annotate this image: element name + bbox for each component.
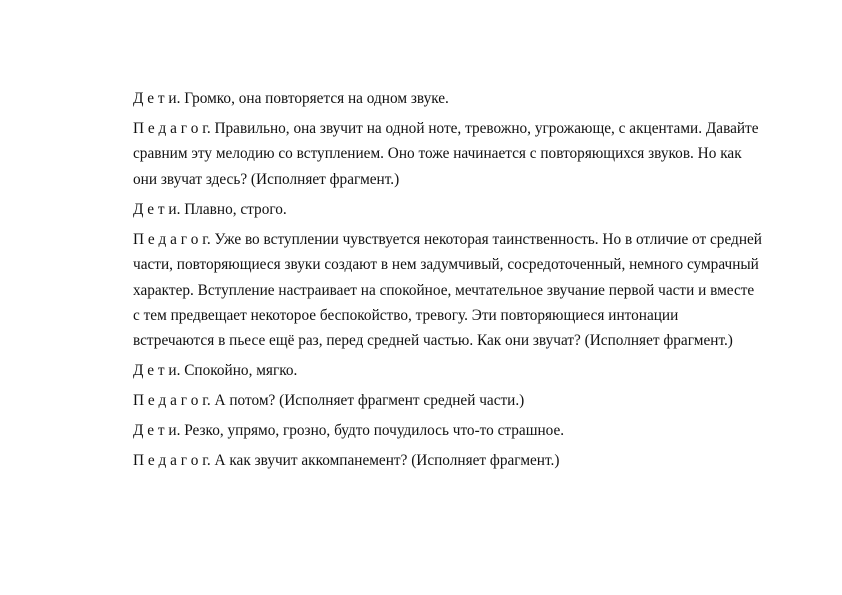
dialogue-paragraph-children: Д е т и. Резко, упрямо, грозно, будто почудилось что-то страшное.	[133, 422, 565, 440]
document-text	[133, 86, 763, 478]
dialogue-paragraph-teacher: П е д а г о г. А потом? (Исполняет фрагмент средней части.)	[133, 392, 525, 410]
dialogue-paragraph-children: Д е т и. Спокойно, мягко.	[133, 362, 298, 380]
dialogue-paragraph-children: Д е т и. Плавно, строго.	[133, 200, 287, 218]
dialogue-paragraph-children: Д е т и. Громко, она повторяется на одном звуке.	[133, 90, 449, 107]
dialogue-paragraph-teacher: П е д а г о г. А как звучит аккомпанемент? (Исполняет фрагмент.)	[133, 452, 560, 470]
dialogue-paragraph-teacher: П е д а г о г. Уже во вступлении чувствуется некоторая таинственность. Но в отличие от средней части, повторяющиеся звуки создают в нем задумчивый, сосредоточенный, немного сумрачный характер. Вступление настраивает на спокойное, мечтательное звучание первой части и вместе с тем предвещает некоторое беспокойство, тревогу. Эти повторяющиеся интонации встречаются в пьесе ещё раз, перед средней частью. Как они звучат? (Исполняет фрагмент.)	[133, 230, 762, 350]
dialogue-paragraph-teacher: П е д а г о г. Правильно, она звучит на одной ноте, тревожно, угрожающе, с акцентами. Давайте сравним эту мелодию со вступлением. Оно тоже начинается с повторяющихся звуков. Но как они звучат здесь? (Исполняет фрагмент.)	[133, 120, 759, 188]
